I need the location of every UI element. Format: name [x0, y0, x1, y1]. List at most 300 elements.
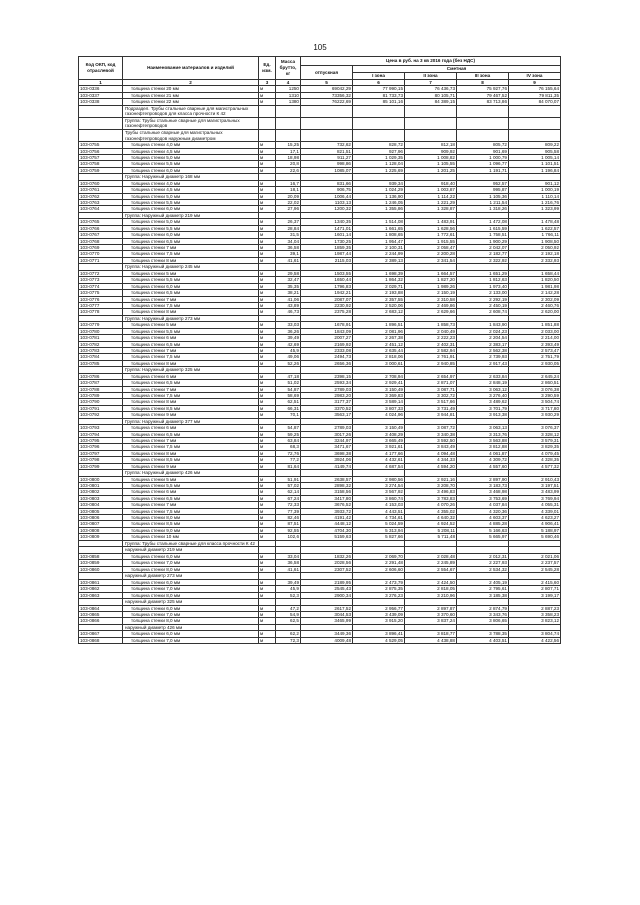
item-name: толщина стенки 4,5 мм — [123, 148, 259, 154]
group-empty-cell — [301, 624, 353, 631]
group-heading-row — [79, 264, 561, 271]
item-code: 103-0787 — [79, 380, 123, 386]
item-code: 103-0757 — [79, 155, 123, 161]
item-name: толщина стенки 5,5 мм — [123, 328, 259, 334]
item-unit: м — [259, 296, 276, 302]
item-zone-1-price: 1 355,86 — [353, 206, 405, 212]
item-release-price: 1678,91 — [301, 322, 353, 328]
item-mass: 63,84 — [276, 438, 301, 444]
item-name: толщина стенки 6 мм — [123, 425, 259, 431]
item-zone-4-price: 809,22 — [509, 142, 561, 148]
group-code-cell — [79, 540, 123, 547]
item-code: 103-0798 — [79, 457, 123, 463]
item-zone-3-price: 5 665,97 — [457, 534, 509, 540]
item-name: толщина стенки 21 мм — [123, 92, 259, 98]
item-unit: м — [259, 180, 276, 186]
item-zone-4-price: 4 906,41 — [509, 521, 561, 527]
item-name: толщина стенки 6,0 мм — [123, 631, 259, 637]
group-empty-cell — [353, 117, 405, 129]
item-zone-3-price: 952,57 — [457, 180, 509, 186]
item-release-price: 2545,43 — [301, 586, 353, 592]
item-release-price: 831,66 — [301, 180, 353, 186]
item-zone-4-price: 1 323,99 — [509, 206, 561, 212]
item-mass: 15,25 — [276, 142, 301, 148]
item-name: толщина стенки 9 мм — [123, 412, 259, 418]
item-code: 103-0337 — [79, 92, 123, 98]
item-zone-3-price: 3 343,76 — [457, 611, 509, 617]
group-empty-cell — [259, 174, 276, 181]
group-empty-cell — [259, 470, 276, 477]
item-zone-2-price: 3 944,81 — [405, 412, 457, 418]
item-unit: м — [259, 302, 276, 308]
item-name: толщина стенки 6,0 мм — [123, 553, 259, 559]
item-release-price: 2617,52 — [301, 605, 353, 611]
group-empty-cell — [457, 264, 509, 271]
group-empty-cell — [259, 315, 276, 322]
item-mass: 36,26 — [276, 328, 301, 334]
item-mass: 31,5 — [276, 232, 301, 238]
item-mass: 22,02 — [276, 200, 301, 206]
item-zone-3-price: 4 885,28 — [457, 521, 509, 527]
item-name: толщина стенки 8,0 мм — [123, 592, 259, 598]
item-code: 103-0807 — [79, 521, 123, 527]
item-zone-4-price: 2 545,28 — [509, 566, 561, 572]
group-empty-cell — [276, 573, 301, 580]
item-zone-3-price: 1 105,36 — [457, 193, 509, 199]
header-zone-3: III зона — [457, 73, 509, 80]
item-zone-1-price: 85 101,16 — [353, 99, 405, 105]
item-mass: 54,9 — [276, 611, 301, 617]
item-unit: м — [259, 335, 276, 341]
item-zone-2-price: 2 761,91 — [405, 354, 457, 360]
item-release-price: 2983,20 — [301, 392, 353, 398]
item-zone-4-price: 76 155,64 — [509, 86, 561, 92]
item-name: толщина стенки 8,5 мм — [123, 457, 259, 463]
item-zone-4-price: 2 460,76 — [509, 302, 561, 308]
item-zone-1-price: 3 807,33 — [353, 405, 405, 411]
group-empty-cell — [509, 470, 561, 477]
item-name: толщина стенки 7 мм — [123, 296, 259, 302]
item-zone-1-price: 2 244,99 — [353, 251, 405, 257]
item-name: толщина стенки 6,5 мм — [123, 380, 259, 386]
item-mass: 32,47 — [276, 277, 301, 283]
item-unit: м — [259, 251, 276, 257]
item-zone-1-price: 3 000,61 — [353, 360, 405, 366]
item-mass: 47,18 — [276, 373, 301, 379]
item-release-price: 4448,12 — [301, 521, 353, 527]
item-release-price: 3177,37 — [301, 399, 353, 405]
item-mass: 26,37 — [276, 219, 301, 225]
item-zone-2-price: 2 040,49 — [405, 328, 457, 334]
item-release-price: 4704,30 — [301, 527, 353, 533]
item-release-price: 3417,80 — [301, 495, 353, 501]
item-zone-2-price: 2 245,89 — [405, 560, 457, 566]
group-empty-cell — [259, 598, 276, 605]
item-unit: м — [259, 354, 276, 360]
group-empty-cell — [276, 264, 301, 271]
header-zone-4: IV зона — [509, 73, 561, 80]
item-release-price: 3044,53 — [301, 611, 353, 617]
item-release-price: 3563,17 — [301, 412, 353, 418]
item-zone-1-price: 2 267,38 — [353, 335, 405, 341]
item-mass: 62,5 — [276, 618, 301, 624]
item-zone-3-price: 1 615,59 — [457, 225, 509, 231]
item-code: 103-0772 — [79, 270, 123, 276]
item-zone-1-price: 1 024,29 — [353, 187, 405, 193]
item-zone-4-price: 3 199,17 — [509, 592, 561, 598]
group-empty-cell — [301, 212, 353, 219]
item-release-price: 1987,44 — [301, 251, 353, 257]
item-zone-3-price: 2 795,61 — [457, 586, 509, 592]
group-empty-cell — [301, 264, 353, 271]
item-zone-3-price: 3 183,73 — [457, 483, 509, 489]
group-empty-cell — [509, 264, 561, 271]
item-mass: 77,39 — [276, 508, 301, 514]
item-name: толщина стенки 7,5 мм — [123, 354, 259, 360]
item-unit: м — [259, 553, 276, 559]
item-zone-3-price: 2 383,17 — [457, 341, 509, 347]
item-code: 103-0867 — [79, 631, 123, 637]
item-code: 103-0778 — [79, 309, 123, 315]
item-zone-4-price: 2 910,43 — [509, 476, 561, 482]
item-zone-2-price: 3 302,72 — [405, 392, 457, 398]
item-zone-2-price: 4 640,32 — [405, 515, 457, 521]
item-code: 103-0775 — [79, 290, 123, 296]
group-empty-cell — [353, 130, 405, 142]
item-zone-1-price: 3 665,49 — [353, 438, 405, 444]
item-code: 103-0777 — [79, 302, 123, 308]
item-zone-2-price: 3 087,72 — [405, 425, 457, 431]
item-mass: 68,3 — [276, 444, 301, 450]
item-release-price: 1730,25 — [301, 238, 353, 244]
item-zone-1-price: 2 193,88 — [353, 290, 405, 296]
item-zone-4-price: 2 192,18 — [509, 251, 561, 257]
item-release-price: 2638,57 — [301, 476, 353, 482]
item-code: 103-0766 — [79, 225, 123, 231]
item-unit: м — [259, 167, 276, 173]
group-empty-cell — [353, 264, 405, 271]
item-zone-4-price: 3 804,74 — [509, 631, 561, 637]
item-zone-2-price: 4 355,02 — [405, 508, 457, 514]
item-unit: м — [259, 631, 276, 637]
item-name: толщина стенки 7 мм — [123, 386, 259, 392]
price-table-body — [79, 86, 561, 644]
item-zone-4-price: 79 811,35 — [509, 92, 561, 98]
item-zone-3-price: 1 843,90 — [457, 322, 509, 328]
item-zone-1-price: 1 225,69 — [353, 167, 405, 173]
group-empty-cell — [259, 264, 276, 271]
item-mass: 33,03 — [276, 322, 301, 328]
item-zone-2-price: 2 150,19 — [405, 290, 457, 296]
group-heading-row — [79, 598, 561, 605]
item-zone-3-price: 995,87 — [457, 187, 509, 193]
item-zone-4-price: 4 328,35 — [509, 457, 561, 463]
group-empty-cell — [405, 470, 457, 477]
item-code: 103-0781 — [79, 335, 123, 341]
item-zone-2-price: 812,18 — [405, 142, 457, 148]
item-unit: м — [259, 341, 276, 347]
item-release-price: 1103,13 — [301, 200, 353, 206]
item-zone-2-price: 918,40 — [405, 180, 457, 186]
item-zone-2-price: 3 843,49 — [405, 444, 457, 450]
group-empty-cell — [509, 573, 561, 580]
item-release-price: 1471,01 — [301, 225, 353, 231]
item-mass: 81,64 — [276, 463, 301, 469]
item-unit: м — [259, 270, 276, 276]
item-release-price: 3698,38 — [301, 450, 353, 456]
item-name: толщина стенки 6,5 мм — [123, 238, 259, 244]
item-zone-1-price: 2 818,06 — [353, 354, 405, 360]
item-zone-2-price: 4 438,88 — [405, 637, 457, 643]
header-price: Цена в руб. на 3 кв 2016 года (без НДС) — [301, 57, 561, 66]
item-unit: м — [259, 515, 276, 521]
item-release-price: 2007,27 — [301, 335, 353, 341]
item-release-price: 1859,35 — [301, 245, 353, 251]
item-code: 103-0786 — [79, 373, 123, 379]
item-zone-1-price: 939,34 — [353, 180, 405, 186]
item-name: толщина стенки 7 мм — [123, 438, 259, 444]
item-code: 103-0808 — [79, 527, 123, 533]
item-zone-2-price: 1 328,87 — [405, 206, 457, 212]
group-heading: Группа: Трубы стальные сварные для магистральных газонефтепроводов — [123, 117, 259, 129]
item-zone-3-price: 1 472,08 — [457, 219, 509, 225]
item-unit: м — [259, 431, 276, 437]
item-unit: м — [259, 193, 276, 199]
group-empty-cell — [509, 418, 561, 425]
group-heading: Группа: Наружный диаметр 168 мм — [123, 174, 259, 181]
item-zone-1-price: 3 369,83 — [353, 392, 405, 398]
item-release-price: 821,51 — [301, 148, 353, 154]
group-empty-cell — [259, 130, 276, 142]
group-empty-cell — [301, 418, 353, 425]
item-unit: м — [259, 257, 276, 263]
item-zone-2-price: 1 858,73 — [405, 322, 457, 328]
group-empty-cell — [276, 540, 301, 547]
item-release-price: 732,62 — [301, 142, 353, 148]
group-heading: Группа: Наружный диаметр 245 мм — [123, 264, 259, 271]
item-code: 103-0794 — [79, 431, 123, 437]
group-empty-cell — [509, 105, 561, 117]
item-mass: 62,2 — [276, 631, 301, 637]
item-unit: м — [259, 309, 276, 315]
group-empty-cell — [405, 418, 457, 425]
item-zone-1-price: 4 432,61 — [353, 457, 405, 463]
item-zone-4-price: 4 055,31 — [509, 502, 561, 508]
item-zone-2-price: 1 989,26 — [405, 283, 457, 289]
item-zone-2-price: 2 341,54 — [405, 257, 457, 263]
item-code: 103-0785 — [79, 360, 123, 366]
item-zone-4-price: 3 076,37 — [509, 425, 561, 431]
item-release-price: 2115,03 — [301, 257, 353, 263]
item-zone-3-price: 2 562,38 — [457, 347, 509, 353]
group-empty-cell — [259, 624, 276, 631]
item-zone-4-price: 4 339,01 — [509, 508, 561, 514]
item-unit: м — [259, 534, 276, 540]
group-code-cell — [79, 117, 123, 129]
item-zone-1-price: 4 687,54 — [353, 463, 405, 469]
item-release-price: 3933,72 — [301, 508, 353, 514]
item-mass: 1380 — [276, 99, 301, 105]
item-release-price: 1601,14 — [301, 232, 353, 238]
item-name: толщина стенки 8,0 мм — [123, 566, 259, 572]
item-zone-4-price: 3 579,31 — [509, 438, 561, 444]
item-zone-2-price: 2 310,58 — [405, 296, 457, 302]
item-zone-3-price: 1 812,63 — [457, 277, 509, 283]
item-mass: 58,69 — [276, 392, 301, 398]
item-release-price: 2028,56 — [301, 560, 353, 566]
item-zone-2-price: 3 210,96 — [405, 592, 457, 598]
group-empty-cell — [301, 174, 353, 181]
item-unit: м — [259, 232, 276, 238]
item-zone-2-price: 3 818,77 — [405, 631, 457, 637]
group-heading-row — [79, 624, 561, 631]
group-heading: наружный диаметр 426 мм — [123, 624, 259, 631]
item-mass: 66,31 — [276, 405, 301, 411]
item-release-price: 2789,03 — [301, 425, 353, 431]
item-unit: м — [259, 566, 276, 572]
item-code: 103-0784 — [79, 354, 123, 360]
group-heading-row — [79, 105, 561, 117]
item-name: толщина стенки 6,0 мм — [123, 605, 259, 611]
item-unit: м — [259, 463, 276, 469]
item-name: толщина стенки 5,5 мм — [123, 161, 259, 167]
item-zone-3-price: 3 812,88 — [457, 444, 509, 450]
group-heading: Группа: Трубы стальные сварные для класса прочности К 42 — [123, 540, 259, 547]
item-mass: 49,06 — [276, 354, 301, 360]
item-name: толщина стенки 7,5 мм — [123, 444, 259, 450]
item-mass: 67,24 — [276, 495, 301, 501]
item-code: 103-0806 — [79, 515, 123, 521]
item-code: 103-0859 — [79, 560, 123, 566]
item-zone-4-price: 5 690,46 — [509, 534, 561, 540]
item-unit: м — [259, 450, 276, 456]
group-empty-cell — [405, 212, 457, 219]
group-empty-cell — [301, 130, 353, 142]
item-release-price: 2333,08 — [301, 347, 353, 353]
group-empty-cell — [405, 315, 457, 322]
item-code: 103-0759 — [79, 167, 123, 173]
group-empty-cell — [301, 547, 353, 554]
item-release-price: 1006,44 — [301, 193, 353, 199]
item-zone-3-price: 2 292,19 — [457, 296, 509, 302]
item-zone-3-price: 901,69 — [457, 148, 509, 154]
item-name: толщина стенки 5 мм — [123, 322, 259, 328]
item-zone-1-price: 1 896,51 — [353, 322, 405, 328]
item-code: 103-0803 — [79, 495, 123, 501]
item-release-price: 1340,35 — [301, 219, 353, 225]
item-code: 103-0858 — [79, 553, 123, 559]
item-name: толщина стенки 7,5 мм — [123, 302, 259, 308]
item-mass: 72,33 — [276, 502, 301, 508]
item-zone-3-price: 79 467,52 — [457, 92, 509, 98]
item-unit: м — [259, 322, 276, 328]
item-zone-4-price: 1 110,14 — [509, 193, 561, 199]
table-row — [79, 637, 561, 643]
item-mass: 72,3 — [276, 637, 301, 643]
item-zone-4-price: 1 658,44 — [509, 270, 561, 276]
item-unit: м — [259, 380, 276, 386]
group-empty-cell — [457, 367, 509, 374]
item-mass: 20,8 — [276, 161, 301, 167]
item-mass: 1250 — [276, 86, 301, 92]
group-heading-row — [79, 418, 561, 425]
item-zone-2-price: 2 222,23 — [405, 335, 457, 341]
item-unit: м — [259, 438, 276, 444]
item-unit: м — [259, 502, 276, 508]
item-release-price: 73356,32 — [301, 92, 353, 98]
item-zone-3-price: 2 450,19 — [457, 302, 509, 308]
item-zone-4-price: 4 577,32 — [509, 463, 561, 469]
item-mass: 29,58 — [276, 270, 301, 276]
item-release-price: 1200,32 — [301, 206, 353, 212]
item-zone-1-price: 1 661,65 — [353, 225, 405, 231]
item-zone-2-price: 2 402,31 — [405, 341, 457, 347]
item-zone-4-price: 2 237,57 — [509, 560, 561, 566]
item-zone-3-price: 3 753,69 — [457, 495, 509, 501]
item-zone-1-price: 3 567,92 — [353, 489, 405, 495]
item-zone-3-price: 2 874,79 — [457, 605, 509, 611]
group-empty-cell — [276, 418, 301, 425]
item-zone-2-price: 80 105,71 — [405, 92, 457, 98]
item-mass: 57,02 — [276, 483, 301, 489]
item-zone-1-price: 77 990,15 — [353, 86, 405, 92]
item-zone-4-price: 2 930,05 — [509, 360, 561, 366]
group-empty-cell — [276, 174, 301, 181]
item-release-price: 911,27 — [301, 155, 353, 161]
item-zone-1-price: 1 864,32 — [353, 277, 405, 283]
item-zone-2-price: 3 517,66 — [405, 399, 457, 405]
group-empty-cell — [509, 547, 561, 554]
item-release-price: 2169,92 — [301, 341, 353, 347]
item-code: 103-0790 — [79, 399, 123, 405]
item-zone-1-price: 3 274,54 — [353, 483, 405, 489]
item-name: толщина стенки 6,0 мм — [123, 232, 259, 238]
item-release-price: 3017,26 — [301, 431, 353, 437]
group-code-cell — [79, 547, 123, 554]
group-empty-cell — [259, 105, 276, 117]
item-zone-4-price: 3 930,29 — [509, 412, 561, 418]
item-code: 103-0338 — [79, 99, 123, 105]
column-index: 7 — [405, 80, 457, 86]
item-zone-4-price: 2 021,06 — [509, 553, 561, 559]
item-zone-2-price: 1 008,82 — [405, 155, 457, 161]
item-zone-2-price: 4 344,33 — [405, 457, 457, 463]
item-release-price: 69042,29 — [301, 86, 353, 92]
group-empty-cell — [457, 547, 509, 554]
item-zone-3-price: 2 405,19 — [457, 579, 509, 585]
item-mass: 72,76 — [276, 450, 301, 456]
group-code-cell — [79, 105, 123, 117]
item-release-price: 2898,32 — [301, 483, 353, 489]
item-code: 103-0802 — [79, 489, 123, 495]
group-heading: Подраздел. Трубы стальные сварные для магистральных газонефтепроводов для класса прочности К 42 — [123, 105, 259, 117]
item-zone-4-price: 1 216,76 — [509, 200, 561, 206]
item-release-price: 2375,28 — [301, 309, 353, 315]
group-empty-cell — [259, 367, 276, 374]
header-name: Наименование материалов и изделий — [123, 57, 259, 80]
item-zone-3-price: 2 633,84 — [457, 373, 509, 379]
item-name: толщина стенки 22 мм — [123, 99, 259, 105]
item-zone-3-price: 2 534,32 — [457, 566, 509, 572]
group-empty-cell — [353, 598, 405, 605]
item-code: 103-0793 — [79, 425, 123, 431]
item-zone-1-price: 5 827,66 — [353, 534, 405, 540]
item-zone-1-price: 3 589,14 — [353, 399, 405, 405]
item-zone-3-price: 1 651,29 — [457, 270, 509, 276]
item-release-price: 1942,21 — [301, 290, 353, 296]
group-empty-cell — [509, 212, 561, 219]
item-zone-2-price: 1 114,22 — [405, 193, 457, 199]
